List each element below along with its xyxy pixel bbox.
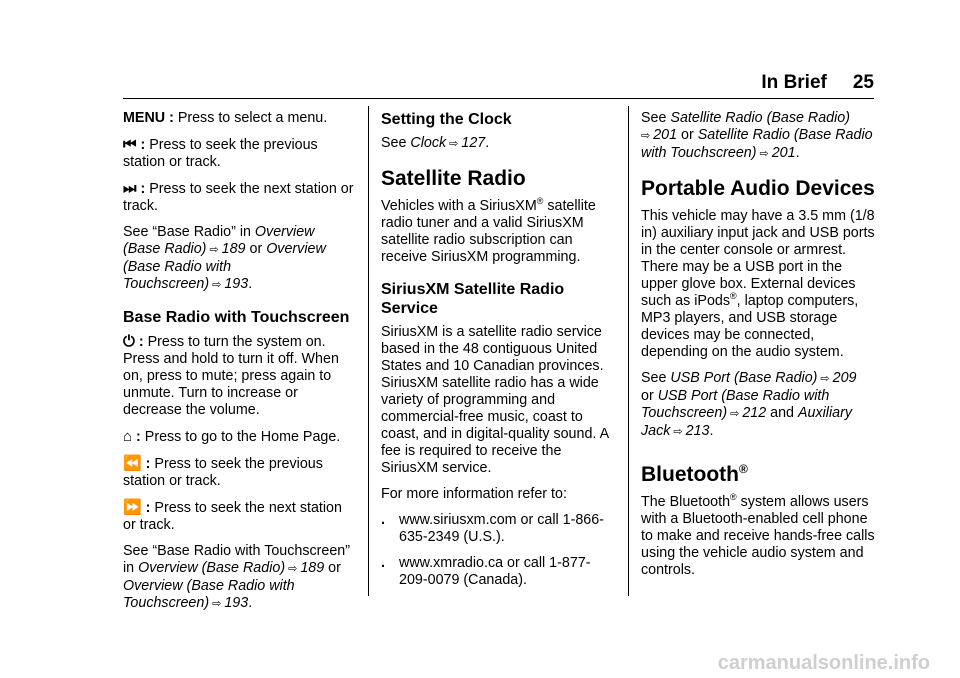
xref-link[interactable]: Satellite Radio (Base Radio with Touchscreen) [641, 127, 873, 161]
home-icon: ⌂ [123, 428, 133, 445]
xref-link[interactable]: USB Port (Base Radio with Touchscreen) [641, 388, 830, 421]
list-item: . www.siriusxm.com or call 1-866-635-2349 (U.S.). [381, 512, 604, 545]
xref-link[interactable]: Overview (Base Radio with Touchscreen) [123, 241, 326, 292]
xref-link[interactable]: Overview (Base Radio with Touchscreen) [123, 578, 295, 611]
menu-label: MENU : [123, 110, 174, 126]
seek-prev2-paragraph: ⏪ : Press to seek the previous station or track. [123, 455, 323, 489]
info-paragraph: For more information refer to: [381, 486, 567, 502]
seek-prev-paragraph: ⏮ : Press to seek the previous station or track. [123, 136, 318, 170]
heading-satellite-radio: Satellite Radio [381, 167, 526, 190]
xref-link[interactable]: Satellite Radio (Base Radio) [670, 110, 851, 126]
page-arrow-icon: ⇨ [212, 598, 222, 610]
menu-paragraph: MENU : Press to select a menu. [123, 110, 328, 126]
header-rule [123, 98, 874, 99]
page-arrow-icon: ⇨ [449, 138, 459, 150]
xref-link[interactable]: Auxiliary Jack [641, 405, 853, 439]
page-arrow-icon: ⇨ [730, 408, 740, 420]
seek-next-icon: ⏩ [123, 499, 142, 516]
page-header [0, 72, 874, 94]
home-paragraph: ⌂ : Press to go to the Home Page. [123, 428, 341, 445]
bluetooth-paragraph: The Bluetooth® system allows users with a Bluetooth-enabled cell phone to make and receive hands-free calls using the vehicle audio system and controls. [641, 492, 875, 578]
clock-see: See Clock ⇨ 127. [381, 135, 490, 151]
see-touchscreen: See “Base Radio with Touchscreen” in Overview (Base Radio) ⇨ 189 or Overview (Base Radio with Touchscreen) ⇨ 193. [123, 543, 351, 611]
sat-see: See Satellite Radio (Base Radio) ⇨ 201 or Satellite Radio (Base Radio with Touchscreen) ⇨ 201. [641, 110, 873, 161]
portable-paragraph: This vehicle may have a 3.5 mm (1/8 in) auxiliary input jack and USB ports in the center console or armrest. There may be a USB port in the upper glove box. External devices such as iPods®, laptop computers, MP3 players, and USB storage devices may be connected, depending on the audio system. [641, 208, 875, 360]
power-paragraph: ⏻ : Press to turn the system on. Press and hold to turn it off. When on, press to mute; press again to unmute. Turn to increase or decrease the volume. [123, 333, 339, 418]
column-divider-1 [368, 106, 369, 596]
bullet-icon: . [381, 512, 385, 528]
bullet-icon: . [381, 555, 385, 571]
xref-link[interactable]: Overview (Base Radio) [123, 224, 315, 257]
power-icon: ⏻ [123, 333, 135, 350]
column-3 [641, 110, 876, 588]
column-1 [123, 110, 355, 622]
xref-link[interactable]: Clock [410, 135, 447, 151]
watermark: carmanualsonline.info [717, 652, 930, 674]
heading-portable-audio: Portable Audio Devices [641, 177, 875, 200]
xref-link[interactable]: Overview (Base Radio) [138, 560, 286, 576]
xref-link[interactable]: USB Port (Base Radio) [670, 370, 818, 386]
usb-see: See USB Port (Base Radio) ⇨ 209 or USB Port (Base Radio with Touchscreen) ⇨ 212 and Auxiliary Jack ⇨ 213. [641, 370, 857, 439]
page-arrow-icon: ⇨ [820, 373, 830, 385]
service-paragraph: SiriusXM is a satellite radio service based in the 48 contiguous United States and 10 Canadian provinces. SiriusXM satellite radio has a wide variety of programming and commercial-free music, coast to coast, and in digital-quality sound. A fee is required to receive the SiriusXM service. [381, 324, 609, 476]
page-arrow-icon: ⇨ [209, 244, 219, 256]
heading-siriusxm-service: SiriusXM Satellite Radio Service [381, 281, 565, 317]
heading-bluetooth: Bluetooth® [641, 462, 748, 486]
page-arrow-icon: ⇨ [673, 426, 683, 438]
column-divider-2 [628, 106, 629, 596]
page-arrow-icon: ⇨ [759, 148, 769, 160]
seek-previous-icon: ⏮ [123, 136, 137, 153]
seek-next2-paragraph: ⏩ : Press to seek the next station or track. [123, 499, 342, 533]
heading-touchscreen: Base Radio with Touchscreen [123, 309, 350, 326]
see-base-radio: See “Base Radio” in Overview (Base Radio) ⇨ 189 or Overview (Base Radio with Touchscreen) ⇨ 193. [123, 224, 326, 292]
seek-next-paragraph: ⏭ : Press to seek the next station or track. [123, 180, 354, 214]
page-arrow-icon: ⇨ [288, 563, 298, 575]
sat-paragraph: Vehicles with a SiriusXM® satellite radio tuner and a valid SiriusXM satellite radio subscription can receive SiriusXM programming. [381, 196, 596, 265]
page-arrow-icon: ⇨ [641, 130, 651, 142]
page-number: 25 [852, 72, 874, 93]
heading-clock: Setting the Clock [381, 111, 512, 128]
seek-previous-icon: ⏪ [123, 455, 142, 472]
seek-next-icon: ⏭ [123, 180, 137, 197]
list-item: . www.xmradio.ca or call 1-877-209-0079 (Canada). [381, 555, 591, 588]
column-2 [381, 110, 611, 598]
page-arrow-icon: ⇨ [212, 279, 222, 291]
section-title: In Brief [761, 72, 827, 93]
